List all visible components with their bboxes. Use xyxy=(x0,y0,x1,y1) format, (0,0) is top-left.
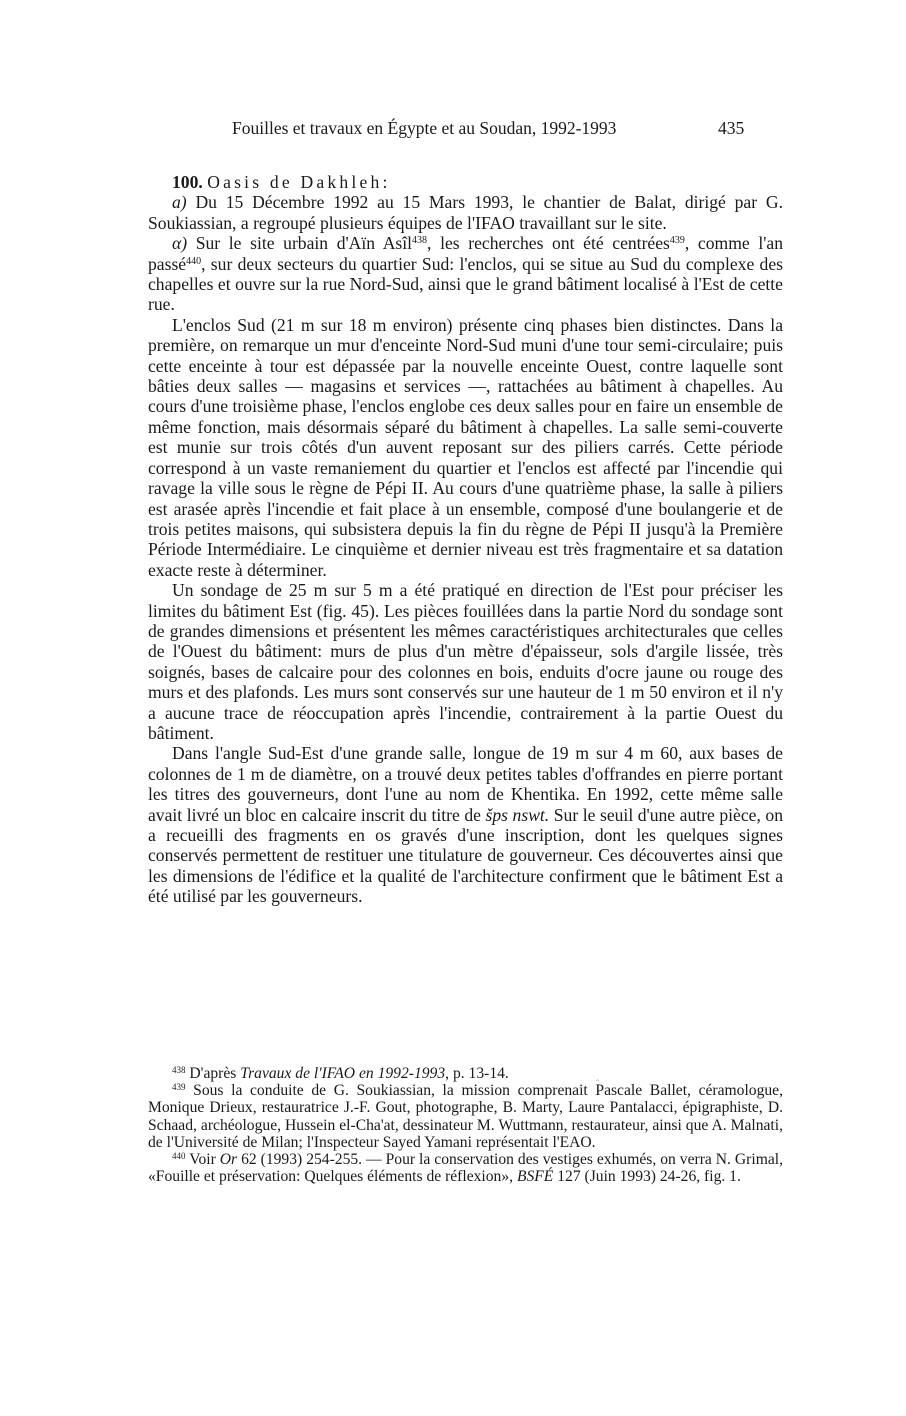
paragraph-angle-sud-est xyxy=(148,743,783,906)
paragraph-a xyxy=(148,192,783,233)
transliteration: šps nswt. xyxy=(485,804,550,825)
page-number: 435 xyxy=(718,118,745,138)
footnote-439 xyxy=(148,1082,783,1151)
paragraph-text: , les recherches ont été centrées xyxy=(427,233,670,254)
footnote-title: Travaux de l'IFAO en 1992-1993 xyxy=(240,1065,446,1082)
footnote-ref-439[interactable]: 439 xyxy=(669,235,685,247)
paragraph-text: , comme l'an passé xyxy=(148,233,783,274)
paragraph-enclos-sud: L'enclos Sud (21 m sur 18 m environ) présente cinq phases bien distinctes. Dans la première, on remarque un mur d'enceinte Nord-Sud muni d'une tour semi-circulaire; puis cette enceinte à tour est dépassée par la nouvelle enceinte Ouest, contre laquelle sont bâties deux salles — magasins et services —, rattachées au bâtiment à chapelles. Au cours d'une troisième phase, l'enclos englobe ces deux salles pour en faire un ensemble de même fonction, mais désormais séparé du bâtiment à chapelles. La salle semi-couverte est munie sur trois côtés d'un auvent reposant sur des piliers carrés. Cette période correspond à un vaste remaniement du quartier et l'enclos est affecté par l'incendie qui ravage la ville sous le règne de Pépi II. Au cours d'une quatrième phase, la salle à piliers est arasée après l'incendie et fait place à un ensemble, composé d'une boulangerie et de trois petites maisons, qui subsistera depuis la fin du règne de Pépi II jusqu'à la Première Période Intermédiaire. Le cinquième et dernier niveau est très fragmentaire et sa datation exacte reste à déterminer. xyxy=(148,314,783,580)
footnote-text: 62 (1993) 254-255. — Pour la conservation des vestiges exhumés, on verra N. Grimal, «Fouille et préservation: Quelques éléments de réflexion», xyxy=(148,1151,783,1186)
paragraph-text: , sur deux secteurs du quartier Sud: l'enclos, qui se situe au Sud du complexe des chapelles et ouvre sur la rue Nord-Sud, ainsi que le grand bâtiment localisé à l'Est de cette rue. xyxy=(148,253,783,315)
footnote-text: Sous la conduite de G. Soukiassian, la mission comprenait Pascale Ballet, céramologue, Monique Drieux, restauratrice J.-F. Gout, photographe, B. Marty, Laure Pantalacci, épigraphiste, D. Schaad, archéologue, Hussein el-Cha'at, dessinateur M. Wuttmann, restaurateur, ainsi que A. Malnati, de l'Université de Milan; l'Inspecteur Sayed Yamani représentait l'EAO. xyxy=(148,1082,783,1151)
footnote-mark: 438 xyxy=(172,1065,186,1075)
paragraph-text: Sur le seuil d'une autre pièce, on a recueilli des fragments en os gravés d'une inscription, dont les quelques signes conservés permettent de restituer une titulature de gouverneur. Ces découvertes ainsi que les dimensions de l'édifice et la qualité de l'architecture confirment que le bâtiment Est a été utilisé par les gouverneurs. xyxy=(148,804,783,907)
paragraph-text: Sur le site urbain d'Aïn Asîl xyxy=(187,233,413,254)
enumerator-alpha: α) xyxy=(172,233,188,254)
paragraph-sondage: Un sondage de 25 m sur 5 m a été pratiqué en direction de l'Est pour préciser les limites du bâtiment Est (fig. 45). Les pièces fouillées dans la partie Nord du sondage sont de grandes dimensions et présentent les mêmes caractéristiques architecturales que celles de l'Ouest du bâtiment: murs de plus d'un mètre d'épaisseur, sols d'argile lissée, très soignés, bases de calcaire pour des colonnes en bois, enduits d'ocre jaune ou rouge des murs et des plafonds. Les murs sont conservés sur une hauteur de 1 m 50 environ et il n'y a aucune trace de réoccupation après l'incendie, contrairement à la partie Ouest du bâtiment. xyxy=(148,580,783,743)
footnote-ref-440[interactable]: 440 xyxy=(186,255,202,267)
footnote-438 xyxy=(148,1065,783,1082)
footnote-text: , p. 13-14. xyxy=(445,1065,509,1082)
footnote-journal: Or xyxy=(219,1151,238,1169)
section-title: Oasis de Dakhleh: xyxy=(207,172,391,192)
running-title: Fouilles et travaux en Égypte et au Soudan, 1992-1993 xyxy=(232,118,617,138)
footnote-text: D'après xyxy=(185,1065,241,1082)
footnote-ref-438[interactable]: 438 xyxy=(412,235,428,247)
footnote-mark: 439 xyxy=(172,1082,186,1093)
footnote-440 xyxy=(148,1151,783,1185)
enumerator-a: a) xyxy=(172,192,187,213)
footnotes xyxy=(148,1065,783,1185)
paragraph-text: Dans l'angle Sud-Est d'une grande salle, longue de 19 m sur 4 m 60, aux bases de colonnes de 1 m de diamètre, on a trouvé deux petites tables d'offrandes en pierre portant les titres des gouverneurs, dont l'une au nom de Khentika. En 1992, cette même salle avait livré un bloc en calcaire inscrit du titre de xyxy=(148,743,783,825)
footnote-text: Voir xyxy=(185,1151,220,1169)
footnote-mark: 440 xyxy=(172,1151,186,1162)
paragraph-text: Du 15 Décembre 1992 au 15 Mars 1993, le chantier de Balat, dirigé par G. Soukiassian, a regroupé plusieurs équipes de l'IFAO travaillant sur le site. xyxy=(148,192,783,233)
footnote-text: 127 (Juin 1993) 24-26, fig. 1. xyxy=(553,1168,741,1186)
section-number: 100. xyxy=(172,172,203,192)
footnote-journal: BSFÉ xyxy=(516,1168,554,1186)
paragraph-alpha xyxy=(148,233,783,315)
running-header xyxy=(0,118,906,142)
main-text xyxy=(148,172,783,907)
section-heading xyxy=(148,172,783,192)
stray-mark: ‸ xyxy=(596,1071,600,1081)
